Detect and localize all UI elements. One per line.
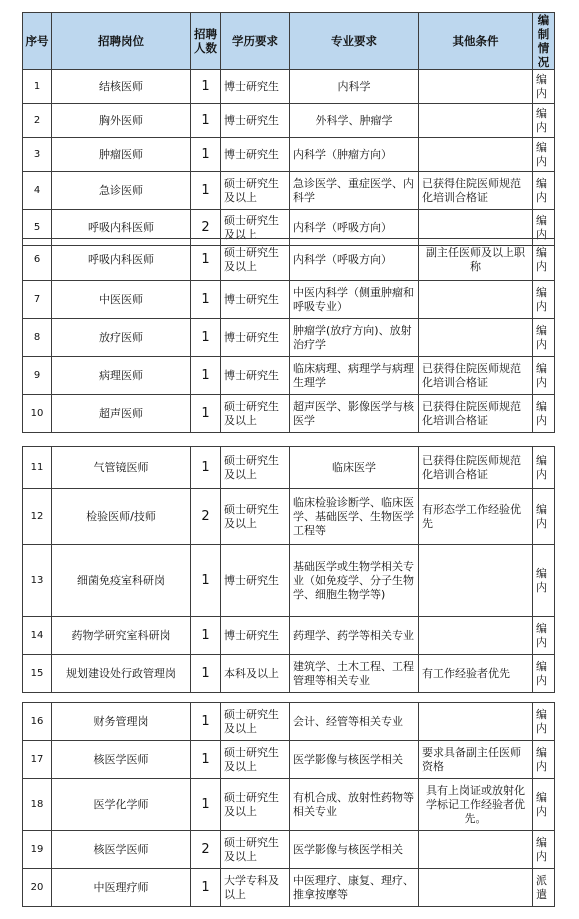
cell-status: 编内: [533, 138, 555, 172]
cell-position: 气管镜医师: [52, 447, 191, 489]
cell-major: 药理学、药学等相关专业: [290, 617, 419, 655]
table-row: [23, 545, 555, 617]
cell-major: 有机合成、放射性药物等相关专业: [290, 779, 419, 831]
cell-position: 核医学医师: [52, 741, 191, 779]
cell-count: 1: [191, 70, 221, 104]
cell-position: 细菌免疫室科研岗: [52, 545, 191, 617]
cell-count: 1: [191, 545, 221, 617]
cell-status: 编内: [533, 172, 555, 210]
cell-count: 1: [191, 779, 221, 831]
cell-count: 1: [191, 319, 221, 357]
cell-seq: 10: [23, 395, 52, 433]
cell-position: 放疗医师: [52, 319, 191, 357]
cell-seq: 17: [23, 741, 52, 779]
cell-count: 2: [191, 831, 221, 869]
cell-seq: 19: [23, 831, 52, 869]
cell-education: 硕士研究生及以上: [221, 779, 290, 831]
cell-count: 2: [191, 489, 221, 545]
cell-count: 1: [191, 138, 221, 172]
cell-status: 编内: [533, 545, 555, 617]
cell-other: 已获得住院医师规范化培训合格证: [419, 447, 533, 489]
cell-position: 核医学医师: [52, 831, 191, 869]
cell-education: 博士研究生: [221, 357, 290, 395]
cell-position: 药物学研究室科研岗: [52, 617, 191, 655]
recruitment-table-group-4: [22, 702, 555, 907]
cell-other: 副主任医师及以上职称: [419, 239, 533, 281]
cell-position: 医学化学师: [52, 779, 191, 831]
cell-major: 外科学、肿瘤学: [290, 104, 419, 138]
cell-major: 内科学（呼吸方向）: [290, 239, 419, 281]
cell-seq: 20: [23, 869, 52, 907]
cell-seq: 13: [23, 545, 52, 617]
cell-status: 编内: [533, 617, 555, 655]
cell-position: 胸外医师: [52, 104, 191, 138]
cell-other: [419, 545, 533, 617]
cell-other: 已获得住院医师规范化培训合格证: [419, 395, 533, 433]
cell-major: 中医内科学（侧重肿瘤和呼吸专业）: [290, 281, 419, 319]
cell-other: [419, 319, 533, 357]
cell-education: 博士研究生: [221, 319, 290, 357]
cell-position: 肿瘤医师: [52, 138, 191, 172]
cell-position: 检验医师/技师: [52, 489, 191, 545]
cell-seq: 12: [23, 489, 52, 545]
cell-position: 结核医师: [52, 70, 191, 104]
cell-count: 1: [191, 172, 221, 210]
cell-major: 会计、经管等相关专业: [290, 703, 419, 741]
cell-status: 编内: [533, 319, 555, 357]
cell-count: 1: [191, 447, 221, 489]
cell-status: 编内: [533, 210, 555, 246]
cell-education: 硕士研究生及以上: [221, 210, 290, 246]
cell-seq: 18: [23, 779, 52, 831]
header-seq: 序号: [23, 13, 52, 70]
table-row: [23, 172, 555, 210]
cell-other: 已获得住院医师规范化培训合格证: [419, 357, 533, 395]
recruitment-table-group-3: [22, 446, 555, 693]
cell-major: 急诊医学、重症医学、内科学: [290, 172, 419, 210]
cell-position: 中医医师: [52, 281, 191, 319]
cell-count: 1: [191, 741, 221, 779]
table-row: [23, 869, 555, 907]
cell-major: 医学影像与核医学相关: [290, 741, 419, 779]
cell-education: 硕士研究生及以上: [221, 239, 290, 281]
cell-education: 大学专科及以上: [221, 869, 290, 907]
cell-other: [419, 138, 533, 172]
cell-status: 编内: [533, 281, 555, 319]
cell-education: 硕士研究生及以上: [221, 172, 290, 210]
table-row: [23, 617, 555, 655]
cell-other: [419, 617, 533, 655]
table-row: [23, 741, 555, 779]
cell-status: 编内: [533, 395, 555, 433]
cell-seq: 8: [23, 319, 52, 357]
cell-education: 本科及以上: [221, 655, 290, 693]
cell-count: 1: [191, 281, 221, 319]
cell-other: 具有上岗证或放射化学标记工作经验者优先。: [419, 779, 533, 831]
table-row: [23, 447, 555, 489]
table-row: [23, 357, 555, 395]
cell-status: 编内: [533, 70, 555, 104]
cell-other: [419, 831, 533, 869]
cell-count: 1: [191, 655, 221, 693]
header-count: 招聘人数: [191, 13, 221, 70]
cell-count: 2: [191, 210, 221, 246]
table-row: [23, 319, 555, 357]
table-header-row: [23, 13, 555, 70]
cell-education: 博士研究生: [221, 138, 290, 172]
cell-education: 博士研究生: [221, 281, 290, 319]
cell-status: 编内: [533, 104, 555, 138]
cell-seq: 6: [23, 239, 52, 281]
cell-seq: 7: [23, 281, 52, 319]
header-status: 编制情况: [533, 13, 555, 70]
cell-status: 编内: [533, 703, 555, 741]
cell-other: 有工作经验者优先: [419, 655, 533, 693]
header-position: 招聘岗位: [52, 13, 191, 70]
table-row: [23, 281, 555, 319]
cell-other: 已获得住院医师规范化培训合格证: [419, 172, 533, 210]
cell-major: 临床医学: [290, 447, 419, 489]
cell-major: 超声医学、影像医学与核医学: [290, 395, 419, 433]
cell-major: 建筑学、土木工程、工程管理等相关专业: [290, 655, 419, 693]
cell-seq: 4: [23, 172, 52, 210]
recruitment-table-group-1: [22, 12, 555, 246]
cell-status: 编内: [533, 447, 555, 489]
cell-education: 博士研究生: [221, 70, 290, 104]
cell-education: 硕士研究生及以上: [221, 447, 290, 489]
cell-other: [419, 869, 533, 907]
cell-seq: 5: [23, 210, 52, 246]
table-row: [23, 703, 555, 741]
cell-other: [419, 281, 533, 319]
cell-seq: 3: [23, 138, 52, 172]
cell-position: 财务管理岗: [52, 703, 191, 741]
cell-education: 博士研究生: [221, 545, 290, 617]
cell-count: 1: [191, 617, 221, 655]
cell-major: 临床病理、病理学与病理生理学: [290, 357, 419, 395]
cell-position: 呼吸内科医师: [52, 239, 191, 281]
table-row: [23, 489, 555, 545]
table-row: [23, 138, 555, 172]
cell-education: 硕士研究生及以上: [221, 831, 290, 869]
cell-other: [419, 703, 533, 741]
cell-major: 肿瘤学(放疗方向)、放射治疗学: [290, 319, 419, 357]
header-other: 其他条件: [419, 13, 533, 70]
cell-status: 编内: [533, 489, 555, 545]
cell-count: 1: [191, 104, 221, 138]
table-row: [23, 655, 555, 693]
cell-status: 编内: [533, 357, 555, 395]
cell-education: 硕士研究生及以上: [221, 741, 290, 779]
cell-count: 1: [191, 703, 221, 741]
table-row: [23, 779, 555, 831]
cell-education: 博士研究生: [221, 617, 290, 655]
header-major: 专业要求: [290, 13, 419, 70]
cell-other: 有形态学工作经验优先: [419, 489, 533, 545]
cell-major: 基础医学或生物学相关专业（如免疫学、分子生物学、细胞生物学等): [290, 545, 419, 617]
cell-count: 1: [191, 869, 221, 907]
cell-seq: 9: [23, 357, 52, 395]
cell-position: 呼吸内科医师: [52, 210, 191, 246]
cell-position: 超声医师: [52, 395, 191, 433]
table-row: [23, 104, 555, 138]
table-row: [23, 395, 555, 433]
cell-seq: 1: [23, 70, 52, 104]
cell-status: 编内: [533, 831, 555, 869]
cell-major: 内科学（呼吸方向）: [290, 210, 419, 246]
cell-position: 中医理疗师: [52, 869, 191, 907]
cell-seq: 15: [23, 655, 52, 693]
cell-education: 硕士研究生及以上: [221, 395, 290, 433]
cell-position: 急诊医师: [52, 172, 191, 210]
cell-status: 编内: [533, 239, 555, 281]
cell-major: 中医理疗、康复、理疗、推拿按摩等: [290, 869, 419, 907]
table-row: [23, 239, 555, 281]
cell-major: 医学影像与核医学相关: [290, 831, 419, 869]
cell-seq: 16: [23, 703, 52, 741]
cell-major: 内科学（肿瘤方向）: [290, 138, 419, 172]
cell-count: 1: [191, 395, 221, 433]
cell-other: [419, 70, 533, 104]
cell-position: 规划建设处行政管理岗: [52, 655, 191, 693]
cell-status: 编内: [533, 779, 555, 831]
cell-seq: 2: [23, 104, 52, 138]
cell-position: 病理医师: [52, 357, 191, 395]
cell-other: 要求具备副主任医师资格: [419, 741, 533, 779]
header-education: 学历要求: [221, 13, 290, 70]
cell-count: 1: [191, 239, 221, 281]
cell-status: 编内: [533, 741, 555, 779]
table-row: [23, 70, 555, 104]
cell-other: [419, 104, 533, 138]
cell-count: 1: [191, 357, 221, 395]
table-row: [23, 831, 555, 869]
cell-status: 编内: [533, 655, 555, 693]
cell-education: 硕士研究生及以上: [221, 703, 290, 741]
cell-major: 临床检验诊断学、临床医学、基础医学、生物医学工程等: [290, 489, 419, 545]
cell-education: 博士研究生: [221, 104, 290, 138]
cell-seq: 11: [23, 447, 52, 489]
recruitment-table-group-2: [22, 238, 555, 433]
cell-status: 派遣: [533, 869, 555, 907]
cell-education: 硕士研究生及以上: [221, 489, 290, 545]
cell-seq: 14: [23, 617, 52, 655]
cell-major: 内科学: [290, 70, 419, 104]
